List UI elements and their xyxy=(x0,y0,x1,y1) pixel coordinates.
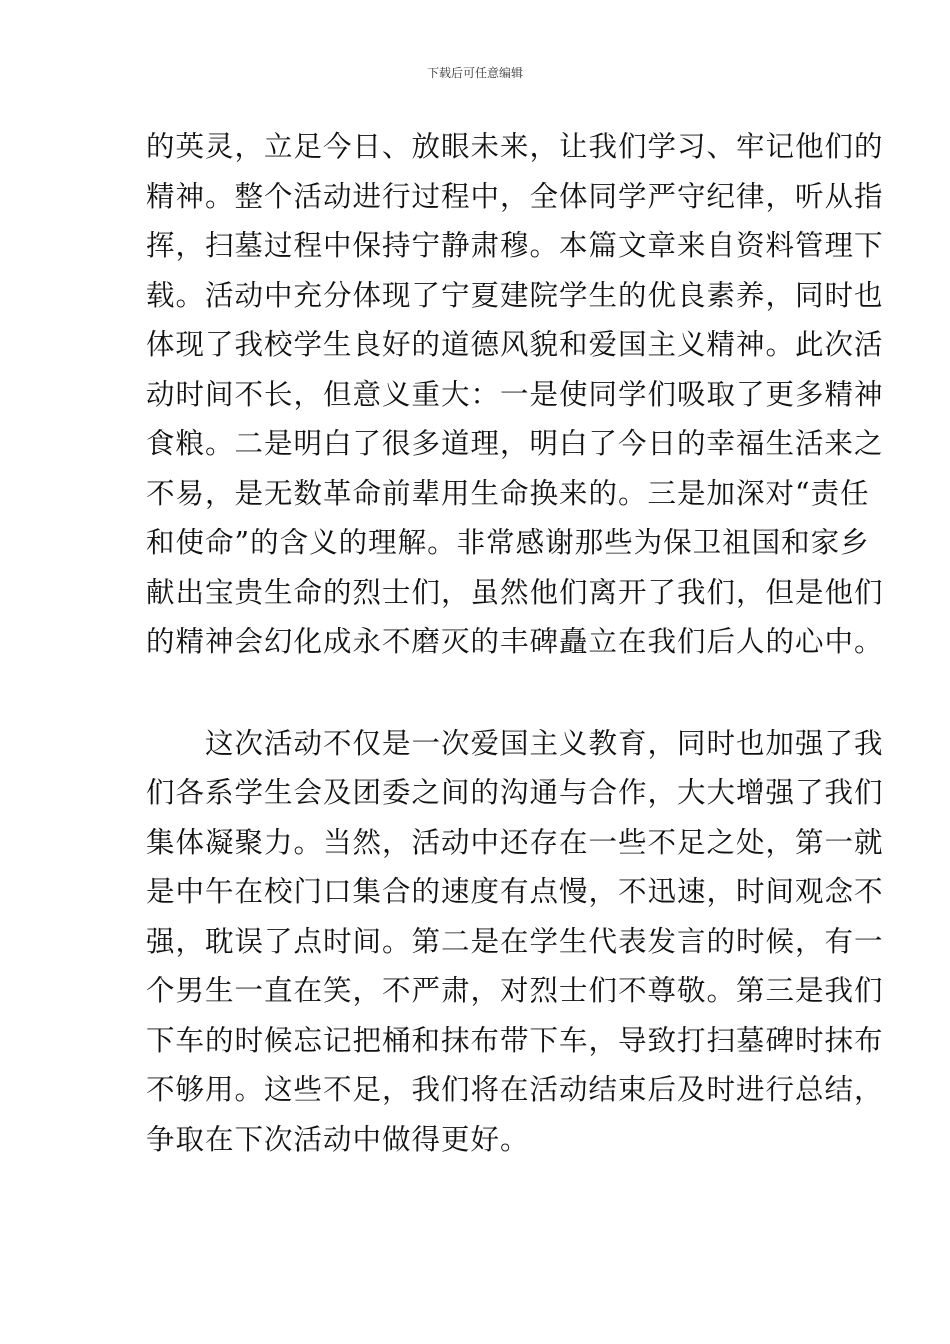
text-line: 们各系学生会及团委之间的沟通与合作，大大增强了我们 xyxy=(146,776,884,809)
text-line: 挥，扫墓过程中保持宁静肃穆。本篇文章来自资料管理下 xyxy=(146,229,884,262)
text-line: 不够用。这些不足，我们将在活动结束后及时进行总结， xyxy=(146,1073,884,1106)
text-line: 体现了我校学生良好的道德风貌和爱国主义精神。此次活 xyxy=(146,328,884,361)
text-line: 的精神会幻化成永不磨灭的丰碑矗立在我们后人的心中。 xyxy=(146,625,884,658)
document-body xyxy=(146,122,884,1164)
text-line: 食粮。二是明白了很多道理，明白了今日的幸福生活来之 xyxy=(146,427,884,460)
text-line: 献出宝贵生命的烈士们，虽然他们离开了我们，但是他们 xyxy=(146,575,884,609)
text-line: 个男生一直在笑，不严肃，对烈士们不尊敬。第三是我们 xyxy=(146,974,884,1007)
paragraph-2 xyxy=(146,719,884,1165)
text-line: 争取在下次活动中做得更好。 xyxy=(146,1122,530,1156)
text-line: 动时间不长，但意义重大：一是使同学们吸取了更多精神 xyxy=(146,377,884,411)
text-line: 载。活动中充分体现了宁夏建院学生的优良素养，同时也 xyxy=(146,278,884,312)
text-line: 和使命”的含义的理解。非常感谢那些为保卫祖国和家乡 xyxy=(146,526,870,559)
paragraph-1 xyxy=(146,122,884,667)
page-header-note: 下载后可任意编辑 xyxy=(426,66,523,80)
text-line: 这次活动不仅是一次爱国主义教育，同时也加强了我 xyxy=(146,726,884,760)
text-line: 精神。整个活动进行过程中，全体同学严守纪律，听从指 xyxy=(146,179,884,213)
text-line: 集体凝聚力。当然，活动中还存在一些不足之处，第一就 xyxy=(146,825,884,859)
text-line: 强，耽误了点时间。第二是在学生代表发言的时候，有一 xyxy=(146,924,884,958)
text-line: 下车的时候忘记把桶和抹布带下车，导致打扫墓碑时抹布 xyxy=(146,1023,884,1057)
text-line: 不易，是无数革命前辈用生命换来的。三是加深对“责任 xyxy=(146,476,870,510)
text-line: 是中午在校门口集合的速度有点慢，不迅速，时间观念不 xyxy=(146,875,884,908)
text-line: 的英灵，立足今日、放眼未来，让我们学习、牢记他们的 xyxy=(146,130,884,163)
